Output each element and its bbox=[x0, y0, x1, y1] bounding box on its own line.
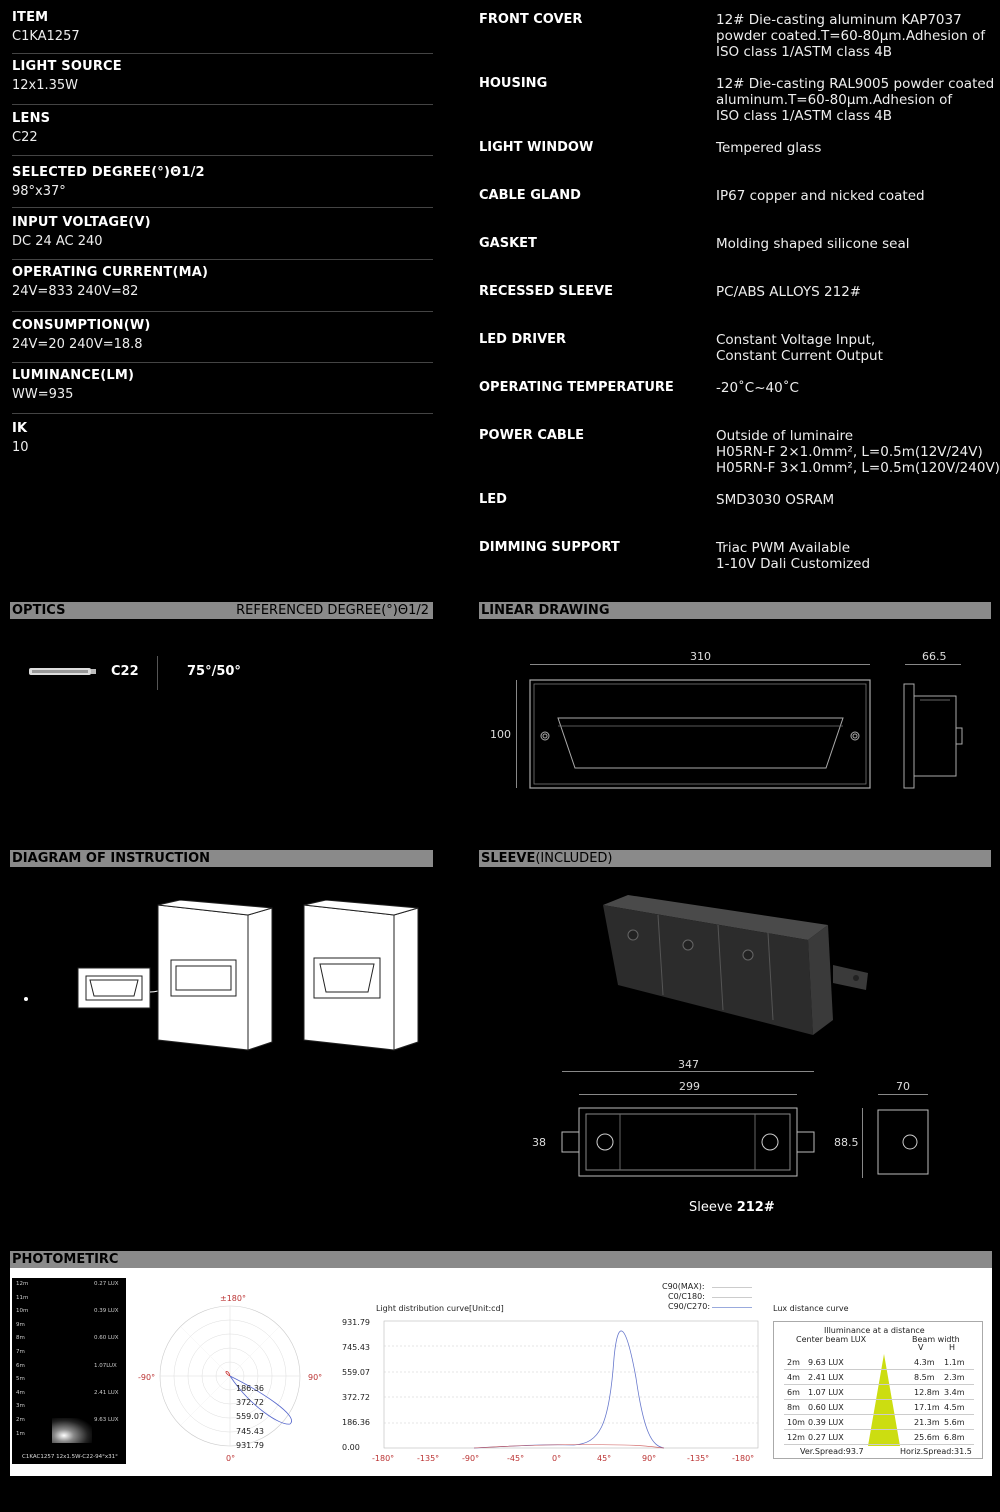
curve-y-tick: 372.72 bbox=[342, 1393, 370, 1402]
lux-table bbox=[773, 1321, 983, 1459]
diagram-title: DIAGRAM OF INSTRUCTION bbox=[12, 851, 211, 866]
linear-drawing-title: LINEAR DRAWING bbox=[481, 603, 610, 618]
lux-row-h: 3.4m bbox=[944, 1388, 965, 1397]
spec-value: -20˚C~40˚C bbox=[716, 380, 799, 396]
curve-x-tick: -135° bbox=[417, 1454, 440, 1463]
spec-label: HOUSING bbox=[479, 76, 548, 91]
beam-distance-label: 11m bbox=[16, 1294, 29, 1301]
lux-row-v: 12.8m bbox=[914, 1388, 940, 1397]
lux-row-v: 25.6m bbox=[914, 1433, 940, 1442]
lux-row-distance: 6m bbox=[787, 1388, 800, 1397]
lux-heading: Illuminance at a distance bbox=[824, 1326, 925, 1335]
dimension-line bbox=[579, 1094, 797, 1095]
spec-value: SMD3030 OSRAM bbox=[716, 492, 835, 508]
spec-item bbox=[12, 111, 433, 156]
lux-row-v: 17.1m bbox=[914, 1403, 940, 1412]
polar-right: 90° bbox=[308, 1373, 323, 1382]
lux-row-lux: 0.60 LUX bbox=[808, 1403, 844, 1412]
beam-distance-label: 8m bbox=[16, 1335, 25, 1342]
spec-value: Outside of luminaire H05RN-F 2×1.0mm², L=0.5m(12V/24V) H05RN-F 3×1.0mm², L=0.5m(120V/240V) bbox=[716, 428, 1000, 476]
dimension-width: 310 bbox=[690, 650, 711, 663]
lux-row bbox=[784, 1431, 974, 1445]
lux-row-v: 8.5m bbox=[914, 1373, 935, 1382]
dimension-height: 100 bbox=[490, 728, 511, 741]
spec-item bbox=[12, 10, 433, 54]
spec-value: Triac PWM Available 1-10V Dali Customized bbox=[716, 540, 871, 572]
lux-row-lux: 2.41 LUX bbox=[808, 1373, 844, 1382]
lux-ver-spread: Ver.Spread:93.7 bbox=[800, 1447, 864, 1456]
sleeve-overall: 347 bbox=[678, 1058, 699, 1071]
beam-lux-label: 2.41 LUX bbox=[94, 1390, 119, 1396]
lux-row-h: 2.3m bbox=[944, 1373, 965, 1382]
curve-y-tick: 559.07 bbox=[342, 1368, 370, 1377]
polar-ring-label: 186.36 bbox=[236, 1384, 264, 1393]
sleeve-title: SLEEVE bbox=[481, 851, 536, 866]
optics-header bbox=[10, 602, 433, 619]
spec-value: 24V=20 240V=18.8 bbox=[12, 337, 143, 352]
curve-x-tick: -45° bbox=[507, 1454, 525, 1463]
spec-label: CONSUMPTION(W) bbox=[12, 318, 151, 333]
spec-label: DIMMING SUPPORT bbox=[479, 540, 620, 555]
spec-value: 12# Die-casting RAL9005 powder coated aluminum.T=60-80μm.Adhesion of ISO class 1/ASTM class 4B bbox=[716, 76, 995, 124]
spec-value: 24V=833 240V=82 bbox=[12, 284, 139, 299]
optics-title: OPTICS bbox=[12, 603, 66, 618]
lux-row-v: 4.3m bbox=[914, 1358, 935, 1367]
curve-y-tick: 931.79 bbox=[342, 1318, 370, 1327]
lux-row bbox=[784, 1401, 974, 1415]
side-view-drawing bbox=[900, 680, 970, 792]
photometric-panel bbox=[10, 1268, 992, 1476]
curve-legend-item: C90(MAX): bbox=[662, 1282, 705, 1291]
beam-distance-label: 7m bbox=[16, 1349, 25, 1355]
lux-row-lux: 0.39 LUX bbox=[808, 1418, 844, 1427]
spec-value: 98°x37° bbox=[12, 184, 66, 199]
sleeve-caption bbox=[689, 1200, 775, 1215]
polar-left: -90° bbox=[138, 1373, 156, 1382]
spec-value: PC/ABS ALLOYS 212# bbox=[716, 284, 862, 300]
lux-col-v: V bbox=[918, 1343, 924, 1352]
spec-label: POWER CABLE bbox=[479, 428, 585, 443]
beam-lux-label: 0.27 LUX bbox=[94, 1281, 119, 1287]
spec-label: RECESSED SLEEVE bbox=[479, 284, 613, 299]
spec-label: IK bbox=[12, 421, 28, 436]
spec-value: 10 bbox=[12, 440, 29, 455]
lux-row bbox=[784, 1371, 974, 1385]
spec-label: LENS bbox=[12, 111, 51, 126]
spec-label: LUMINANCE(LM) bbox=[12, 368, 135, 383]
spec-value: 12x1.35W bbox=[12, 78, 79, 93]
curve-y-tick: 186.36 bbox=[342, 1418, 370, 1427]
dimension-line bbox=[562, 1071, 814, 1072]
lux-col-center: Center beam LUX bbox=[796, 1335, 867, 1344]
curve-legend-item: C0/C180: bbox=[668, 1292, 705, 1301]
linear-drawing-header bbox=[479, 602, 991, 619]
beam-lux-label: 1.07LUX bbox=[94, 1363, 117, 1369]
lens-icon bbox=[28, 665, 98, 679]
optics-degree: 75°/50° bbox=[187, 664, 241, 679]
sleeve-title-sub: (INCLUDED) bbox=[535, 851, 613, 866]
sleeve-caption-prefix: Sleeve bbox=[689, 1200, 737, 1215]
spec-label: OPERATING TEMPERATURE bbox=[479, 380, 674, 395]
beam-lux-label: 0.60 LUX bbox=[94, 1335, 119, 1341]
lux-row-lux: 0.27 LUX bbox=[808, 1433, 844, 1442]
beam-caption: C1KAC1257 12x1.5W-C22-94°x31° bbox=[22, 1454, 118, 1460]
sleeve-height: 88.5 bbox=[834, 1136, 859, 1149]
polar-ring-label: 931.79 bbox=[236, 1440, 264, 1450]
polar-ring-label: 745.43 bbox=[236, 1426, 264, 1436]
spec-label: LIGHT WINDOW bbox=[479, 140, 594, 155]
beam-image bbox=[12, 1278, 126, 1464]
lux-row-distance: 12m bbox=[787, 1433, 805, 1442]
spec-item bbox=[12, 215, 433, 260]
spec-value: C1KA1257 bbox=[12, 29, 80, 44]
beam-distance-label: 3m bbox=[16, 1403, 25, 1410]
spec-label: LIGHT SOURCE bbox=[12, 59, 122, 74]
beam-distance-label: 4m bbox=[16, 1389, 25, 1396]
curve-y-tick: 745.43 bbox=[342, 1343, 370, 1352]
sleeve-top-view bbox=[560, 1104, 820, 1180]
spec-label: FRONT COVER bbox=[479, 12, 583, 27]
distribution-curve bbox=[374, 1318, 764, 1463]
lux-row-v: 21.3m bbox=[914, 1418, 940, 1427]
sleeve-render bbox=[598, 895, 883, 1040]
spec-label: LED bbox=[479, 492, 507, 507]
dimension-line bbox=[878, 1094, 928, 1095]
spec-value: Constant Voltage Input, Constant Current Output bbox=[716, 332, 883, 364]
spec-item bbox=[12, 318, 433, 363]
lux-col-beam: Beam width bbox=[912, 1335, 960, 1344]
spec-value: Molding shaped silicone seal bbox=[716, 236, 910, 252]
lux-row bbox=[784, 1386, 974, 1400]
curve-title: Light distribution curve[Unit:cd] bbox=[376, 1304, 504, 1313]
optics-divider bbox=[157, 656, 158, 690]
lux-row-distance: 8m bbox=[787, 1403, 800, 1412]
lux-row-distance: 10m bbox=[787, 1418, 805, 1427]
curve-x-tick: 0° bbox=[552, 1454, 562, 1463]
lux-hor-spread: Horiz.Spread:31.5 bbox=[900, 1447, 972, 1456]
lux-row-distance: 2m bbox=[787, 1358, 800, 1367]
beam-distance-label: 9m bbox=[16, 1321, 25, 1328]
spec-value: WW=935 bbox=[12, 387, 74, 402]
spec-label: LED DRIVER bbox=[479, 332, 567, 347]
lux-col-h: H bbox=[949, 1343, 956, 1352]
curve-legend-swatch bbox=[712, 1287, 752, 1288]
spec-label: OPERATING CURRENT(MA) bbox=[12, 265, 209, 280]
photometric-title: PHOTOMETIRC bbox=[12, 1252, 119, 1267]
polar-ring-label: 559.07 bbox=[236, 1412, 264, 1422]
installation-diagram bbox=[76, 900, 426, 1060]
spec-value: 12# Die-casting aluminum KAP7037 powder coated.T=60-80μm.Adhesion of ISO class 1/ASTM class 4B bbox=[716, 12, 986, 60]
curve-y-tick: 0.00 bbox=[342, 1443, 360, 1452]
lux-row bbox=[784, 1356, 974, 1370]
curve-x-tick: -90° bbox=[462, 1454, 480, 1463]
spec-item bbox=[12, 59, 433, 105]
lux-row-h: 6.8m bbox=[944, 1433, 965, 1442]
sleeve-depth: 70 bbox=[896, 1080, 910, 1093]
dimension-line bbox=[862, 1108, 863, 1178]
sleeve-inner: 299 bbox=[679, 1080, 700, 1093]
lux-row-lux: 1.07 LUX bbox=[808, 1388, 844, 1397]
dimension-depth: 66.5 bbox=[922, 650, 947, 663]
spec-item bbox=[12, 421, 433, 463]
dimension-line bbox=[905, 664, 961, 665]
lux-row bbox=[784, 1416, 974, 1430]
sleeve-side: 38 bbox=[532, 1136, 546, 1149]
sleeve-caption-model: 212# bbox=[736, 1200, 775, 1215]
polar-bottom: 0° bbox=[226, 1454, 236, 1463]
beam-glow bbox=[52, 1418, 92, 1443]
spec-item bbox=[12, 165, 433, 208]
lux-title: Lux distance curve bbox=[773, 1304, 849, 1313]
spec-value: C22 bbox=[12, 130, 38, 145]
spec-value: Tempered glass bbox=[716, 140, 822, 156]
lux-row-distance: 4m bbox=[787, 1373, 800, 1382]
lux-row-h: 5.6m bbox=[944, 1418, 965, 1427]
beam-lux-label: 0.39 LUX bbox=[94, 1308, 119, 1314]
curve-legend-swatch bbox=[712, 1307, 752, 1308]
curve-x-tick: -135° bbox=[687, 1454, 710, 1463]
sleeve-header bbox=[479, 850, 991, 867]
beam-distance-label: 5m bbox=[16, 1376, 25, 1383]
beam-distance-label: 2m bbox=[16, 1417, 25, 1423]
beam-distance-label: 1m bbox=[16, 1430, 25, 1437]
polar-top: ±180° bbox=[220, 1294, 246, 1303]
curve-x-tick: 90° bbox=[642, 1454, 657, 1463]
beam-distance-label: 10m bbox=[16, 1308, 29, 1315]
spec-label: GASKET bbox=[479, 236, 537, 251]
spec-item bbox=[12, 368, 433, 414]
beam-distance-label: 6m bbox=[16, 1362, 25, 1369]
beam-distance-label: 12m bbox=[16, 1281, 29, 1287]
beam-lux-label: 9.63 LUX bbox=[94, 1417, 119, 1423]
polar-diagram bbox=[150, 1296, 323, 1466]
curve-legend-swatch bbox=[712, 1297, 752, 1298]
optics-header-right: REFERENCED DEGREE(°)Θ1/2 bbox=[236, 603, 429, 618]
optics-lens: C22 bbox=[111, 664, 139, 679]
lux-row-lux: 9.63 LUX bbox=[808, 1358, 844, 1367]
marker-dot bbox=[24, 997, 28, 1001]
spec-label: ITEM bbox=[12, 10, 49, 25]
sleeve-side-view bbox=[876, 1108, 932, 1178]
spec-item bbox=[12, 265, 433, 312]
spec-value: IP67 copper and nicked coated bbox=[716, 188, 925, 204]
front-view-drawing bbox=[528, 678, 873, 792]
curve-x-tick: -180° bbox=[732, 1454, 755, 1463]
spec-value: DC 24 AC 240 bbox=[12, 234, 103, 249]
spec-label: SELECTED DEGREE(°)Θ1/2 bbox=[12, 165, 205, 180]
curve-x-tick: -180° bbox=[372, 1454, 395, 1463]
photometric-header bbox=[10, 1251, 992, 1268]
spec-label: INPUT VOLTAGE(V) bbox=[12, 215, 151, 230]
polar-ring-label: 372.72 bbox=[236, 1398, 264, 1408]
diagram-header bbox=[10, 850, 433, 867]
lux-row-h: 1.1m bbox=[944, 1358, 965, 1367]
lux-row-h: 4.5m bbox=[944, 1403, 965, 1412]
curve-x-tick: 45° bbox=[597, 1454, 612, 1463]
curve-legend-item: C90/C270: bbox=[668, 1302, 711, 1311]
spec-label: CABLE GLAND bbox=[479, 188, 581, 203]
dimension-line bbox=[516, 680, 517, 788]
dimension-line bbox=[530, 664, 870, 665]
